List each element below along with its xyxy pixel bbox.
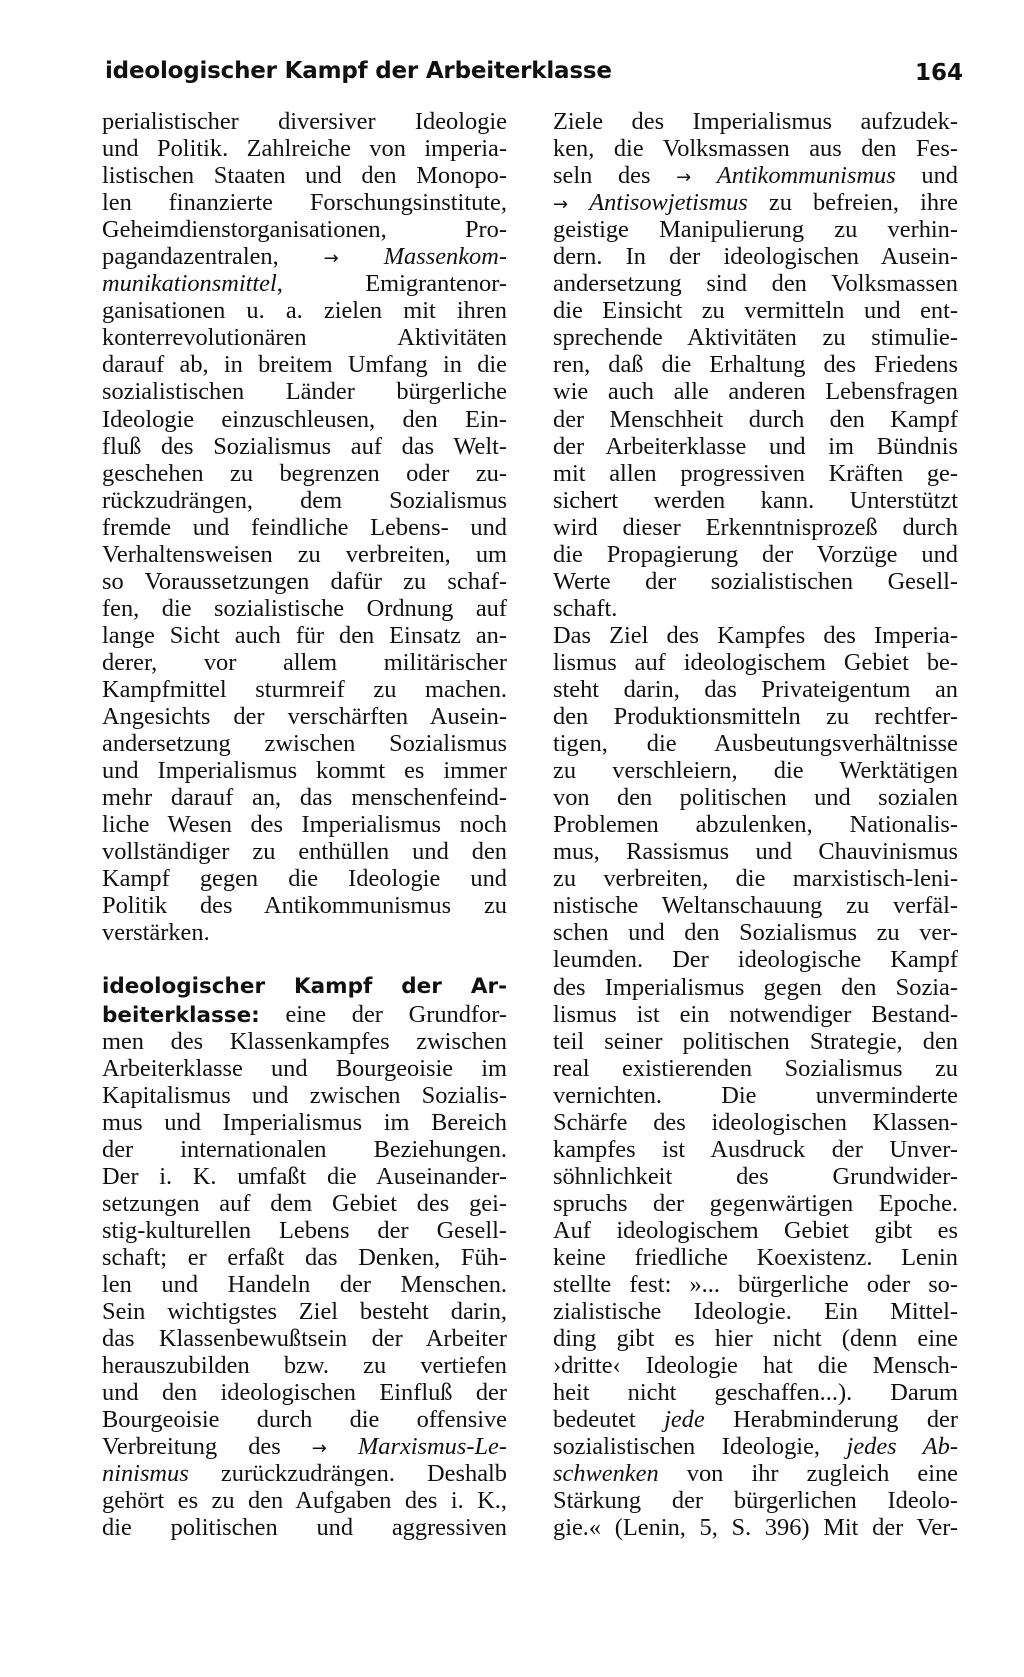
text-line: stig-kulturellen Lebens der Gesell-: [102, 1216, 507, 1244]
paragraph-gap: [102, 946, 507, 973]
text-line: gie.« (Lenin, 5, S. 396) Mit der Ver-: [553, 1514, 958, 1542]
text-line: ding gibt es hier nicht (denn eine: [553, 1325, 958, 1353]
text-line: [102, 270, 507, 297]
text-line: lange Sicht auch für den Einsatz an-: [102, 621, 507, 649]
text-line: nistische Weltanschauung zu verfäl-: [553, 892, 958, 920]
text-line: [553, 1433, 958, 1460]
text-line: keine friedliche Koexistenz. Lenin: [553, 1243, 958, 1271]
text-line: ganisationen u. a. zielen mit ihren: [102, 297, 507, 325]
text-line: fluß des Sozialismus auf das Welt-: [102, 432, 507, 460]
text-line: Ideologie einzuschleusen, den Ein-: [102, 405, 507, 433]
text-line: kampfes ist Ausdruck der Unver-: [553, 1135, 958, 1163]
entry-headword: ideologischer Kampf der Ar-: [102, 974, 507, 1000]
text-line: Sein wichtigstes Ziel besteht darin,: [102, 1298, 507, 1326]
text-line: schen und den Sozialismus zu ver-: [553, 919, 958, 947]
text-line: der Arbeiterklasse und im Bündnis: [553, 432, 958, 460]
text-line: der Menschheit durch den Kampf: [553, 405, 958, 433]
text-line: Schärfe des ideologischen Klassen-: [553, 1108, 958, 1136]
text-line: von den politischen und sozialen: [553, 784, 958, 812]
entry-headword: beiterklasse:: [102, 1002, 260, 1028]
text-line: gehört es zu den Aufgaben des i. K.,: [102, 1487, 507, 1515]
text-line: söhnlichkeit des Grundwider-: [553, 1162, 958, 1190]
emphasis: jede: [664, 1406, 705, 1434]
cross-reference-term[interactable]: Antikommunismus: [716, 162, 896, 190]
text-fragment: und: [921, 162, 958, 190]
text-line: Politik des Antikommunismus zu: [102, 892, 507, 920]
text-line: setzungen auf dem Gebiet des gei-: [102, 1189, 507, 1217]
text-line: lismus auf ideologischem Gebiet be-: [553, 648, 958, 676]
text-line: Kampfmittel sturmreif zu machen.: [102, 675, 507, 703]
text-line: ›dritte‹ Ideologie hat die Mensch-: [553, 1352, 958, 1380]
text-line: die politischen und aggressiven: [102, 1514, 507, 1542]
text-fragment: zurückzudrängen. Deshalb: [220, 1460, 507, 1488]
text-fragment: pagandazentralen,: [102, 243, 279, 271]
left-column: [102, 108, 507, 1541]
text-line: steht darin, das Privateigentum an: [553, 675, 958, 703]
text-line: [553, 162, 958, 189]
text-line: Angesichts der verschärften Ausein-: [102, 703, 507, 731]
text-line: len und Handeln der Menschen.: [102, 1270, 507, 1298]
text-line: Werte der sozialistischen Gesell-: [553, 567, 958, 595]
text-line: Kampf gegen die Ideologie und: [102, 865, 507, 893]
text-line: zu verbreiten, die marxistisch-leni-: [553, 865, 958, 893]
text-fragment: Verbreitung des: [102, 1433, 281, 1461]
text-line: wie auch alle anderen Lebensfragen: [553, 378, 958, 406]
text-line: Ziele des Imperialismus aufzudek-: [553, 108, 958, 135]
cross-reference-term[interactable]: Massenkom-: [383, 243, 507, 271]
right-column: [553, 108, 958, 1541]
text-fragment: seln des: [553, 162, 651, 190]
text-fragment: Herabminderung der: [733, 1406, 958, 1434]
text-line: listischen Staaten und den Monopo-: [102, 162, 507, 190]
cross-reference-term[interactable]: ninismus: [102, 1460, 189, 1488]
text-line: und den ideologischen Einfluß der: [102, 1379, 507, 1407]
text-line: Bourgeoisie durch die offensive: [102, 1406, 507, 1434]
cross-reference-arrow-icon: →: [553, 194, 569, 216]
cross-reference-term[interactable]: Antisowjetismus: [589, 189, 748, 217]
text-line: dern. In der ideologischen Ausein-: [553, 243, 958, 271]
text-line: mehr darauf an, das menschenfeind-: [102, 784, 507, 812]
text-line: spruchs der gegenwärtigen Epoche.: [553, 1189, 958, 1217]
text-line: teil seiner politischen Strategie, den: [553, 1027, 958, 1055]
text-line: [553, 1460, 958, 1487]
text-line: andersetzung zwischen Sozialismus: [102, 730, 507, 758]
cross-reference-arrow-icon: →: [323, 248, 339, 270]
text-line: vernichten. Die unverminderte: [553, 1081, 958, 1109]
cross-reference-term[interactable]: Marxismus-Le-: [357, 1433, 507, 1461]
text-line: ken, die Volksmassen aus den Fes-: [553, 135, 958, 163]
text-line: men des Klassenkampfes zwischen: [102, 1027, 507, 1055]
cross-reference-arrow-icon: →: [311, 1438, 327, 1460]
text-line: Verhaltensweisen zu verbreiten, um: [102, 540, 507, 568]
text-line: der internationalen Beziehungen.: [102, 1135, 507, 1163]
text-line: [102, 1460, 507, 1487]
text-line: geistige Manipulierung zu verhin-: [553, 216, 958, 244]
text-line: zialistische Ideologie. Ein Mittel-: [553, 1298, 958, 1326]
text-line: [553, 1406, 958, 1433]
text-fragment: zu befreien, ihre: [768, 189, 958, 217]
text-line: [553, 189, 958, 216]
text-fragment: bedeutet: [553, 1406, 636, 1434]
text-fragment: von ihr zugleich eine: [686, 1460, 958, 1488]
text-line: schaft; er erfaßt das Denken, Füh-: [102, 1243, 507, 1271]
page-number: 164: [914, 60, 963, 86]
text-line: das Klassenbewußtsein der Arbeiter: [102, 1325, 507, 1353]
cross-reference-arrow-icon: →: [676, 167, 692, 189]
text-line: darauf ab, in breitem Umfang in die: [102, 351, 507, 379]
emphasis: schwenken: [553, 1460, 659, 1488]
text-line: fremde und feindliche Lebens- und: [102, 513, 507, 541]
text-line: liche Wesen des Imperialismus noch: [102, 811, 507, 839]
text-line: herauszubilden bzw. zu vertiefen: [102, 1352, 507, 1380]
text-line: stellte fest: »... bürgerliche oder so-: [553, 1271, 958, 1299]
text-line: lismus ist ein notwendiger Bestand-: [553, 1000, 958, 1028]
text-line: mus, Rassismus und Chauvinismus: [553, 838, 958, 866]
running-header-title: ideologischer Kampf der Arbeiterklasse: [105, 58, 612, 84]
text-line: [102, 1001, 507, 1028]
text-line: derer, vor allem militärischer: [102, 648, 507, 676]
text-line: ren, daß die Erhaltung des Friedens: [553, 351, 958, 379]
text-line: zu verschleiern, die Werktätigen: [553, 757, 958, 785]
text-line: [102, 1433, 507, 1460]
text-line: wird dieser Erkenntnisprozeß durch: [553, 513, 958, 541]
text-line: sozialistischen Länder bürgerliche: [102, 378, 507, 406]
text-line: des Imperialismus gegen den Sozia-: [553, 973, 958, 1001]
text-line: [102, 243, 507, 270]
text-line: vollständiger zu enthüllen und den: [102, 838, 507, 866]
text-line: fen, die sozialistische Ordnung auf: [102, 594, 507, 622]
text-line: Das Ziel des Kampfes des Imperia-: [553, 621, 958, 649]
text-line: den Produktionsmitteln zu rechtfer-: [553, 703, 958, 731]
text-line: so Voraussetzungen dafür zu schaf-: [102, 567, 507, 595]
text-line: mus und Imperialismus im Bereich: [102, 1108, 507, 1136]
text-line: andersetzung sind den Volksmassen: [553, 270, 958, 298]
text-fragment: Emigrantenor-: [365, 270, 507, 298]
text-line: Arbeiterklasse und Bourgeoisie im: [102, 1054, 507, 1082]
text-line: Auf ideologischem Gebiet gibt es: [553, 1216, 958, 1244]
text-line: verstärken.: [102, 919, 210, 947]
emphasis: jedes Ab-: [846, 1433, 958, 1461]
text-line: geschehen zu begrenzen oder zu-: [102, 459, 507, 487]
text-line: Der i. K. umfaßt die Auseinander-: [102, 1162, 507, 1190]
text-line: die Einsicht zu vermitteln und ent-: [553, 297, 958, 325]
text-line: len finanzierte Forschungsinstitute,: [102, 189, 507, 217]
text-line: leumden. Der ideologische Kampf: [553, 946, 958, 974]
text-line: real existierenden Sozialismus zu: [553, 1054, 958, 1082]
text-fragment: sozialistischen Ideologie,: [553, 1433, 820, 1461]
text-line: mit allen progressiven Kräften ge-: [553, 459, 958, 487]
text-line: rückzudrängen, dem Sozialismus: [102, 486, 507, 514]
text-line: Stärkung der bürgerlichen Ideolo-: [553, 1487, 958, 1515]
text-line: sichert werden kann. Unterstützt: [553, 486, 958, 514]
text-line: und Politik. Zahlreiche von imperia-: [102, 135, 507, 163]
text-line: Geheimdienstorganisationen, Pro-: [102, 216, 507, 244]
text-line: schaft.: [553, 594, 618, 622]
cross-reference-term[interactable]: munikationsmittel,: [102, 270, 283, 298]
text-line: Kapitalismus und zwischen Sozialis-: [102, 1081, 507, 1109]
text-line: perialistischer diversiver Ideologie: [102, 108, 507, 135]
text-line: sprechende Aktivitäten zu stimulie-: [553, 324, 958, 352]
text-line: Problemen abzulenken, Nationalis-: [553, 811, 958, 839]
running-header: [105, 58, 963, 98]
text-line: die Propagierung der Vorzüge und: [553, 540, 958, 568]
text-line: heit nicht geschaffen...). Darum: [553, 1379, 958, 1407]
text-line: und Imperialismus kommt es immer: [102, 757, 507, 785]
text-fragment: eine der Grundfor-: [285, 1000, 507, 1028]
text-line: konterrevolutionären Aktivitäten: [102, 324, 507, 352]
text-line: tigen, die Ausbeutungsverhältnisse: [553, 730, 958, 758]
